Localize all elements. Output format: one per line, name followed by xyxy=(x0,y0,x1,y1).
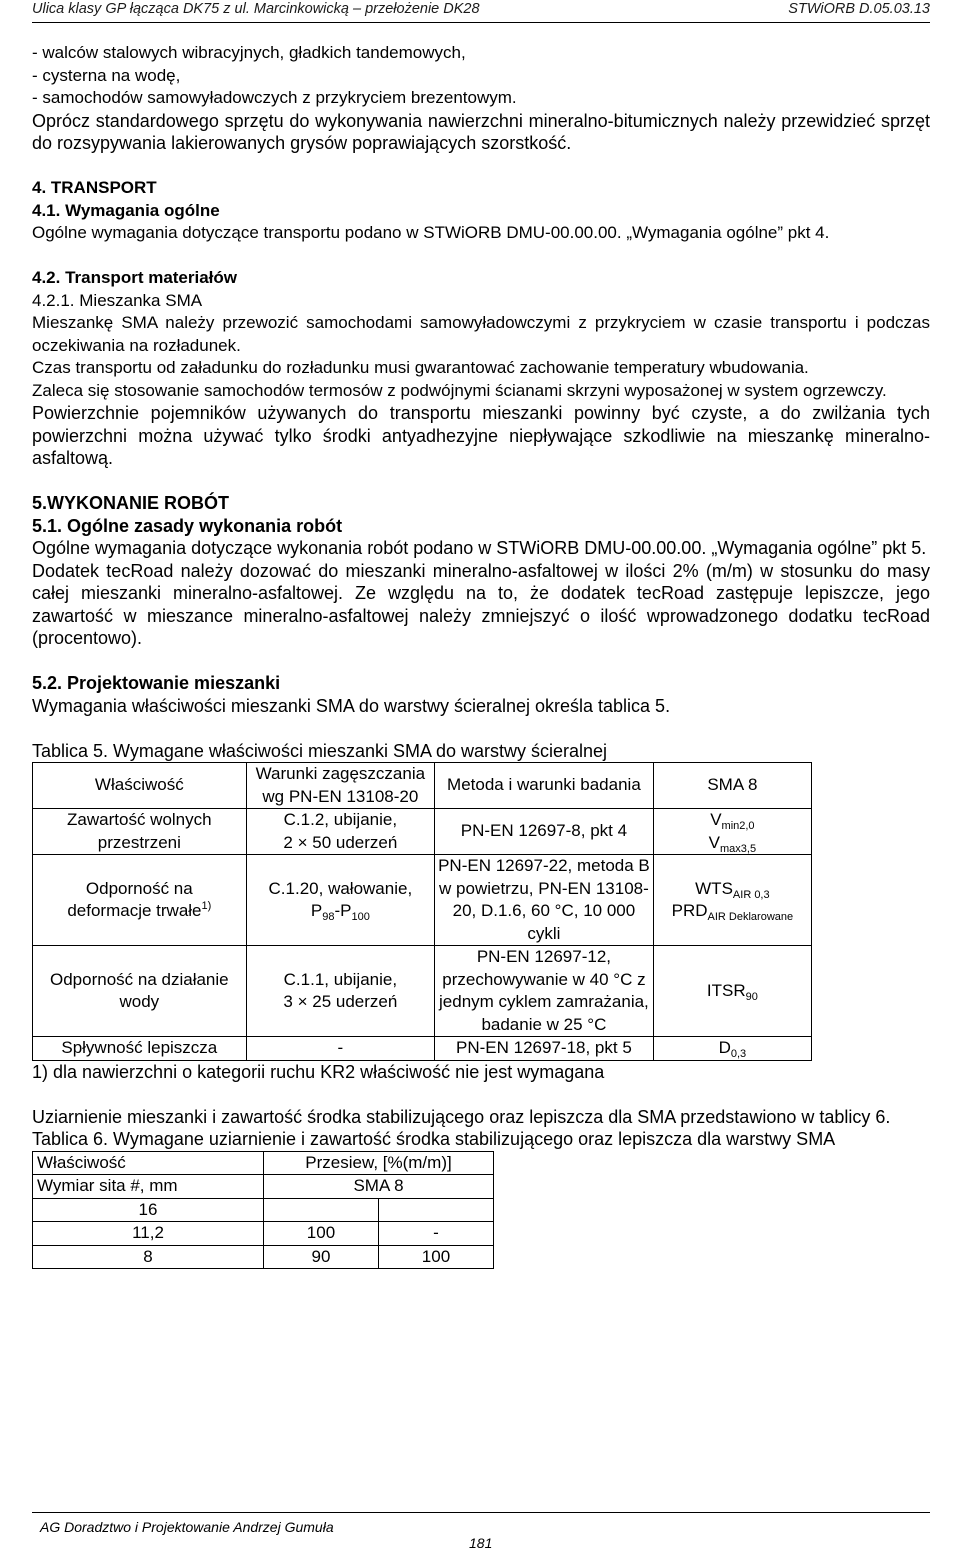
table-header-cell: Właściwość xyxy=(33,1151,264,1175)
table-header-cell: Przesiew, [%(m/m)] xyxy=(264,1151,494,1175)
cell-line: 2 × 50 uderzeń xyxy=(283,832,398,852)
value-symbol: PRD xyxy=(671,901,708,920)
cell-line: deformacje trwałe xyxy=(67,901,202,920)
table-cell: 100 xyxy=(264,1222,379,1246)
value-subscript: min2,0 xyxy=(721,820,755,832)
table-cell xyxy=(653,809,811,855)
table-6 xyxy=(32,1151,494,1270)
paragraph: Zaleca się stosowanie samochodów termosów z podwójnymi ścianami skrzyni wyposażonej w system ogrzewczy. xyxy=(32,380,887,400)
paragraph: Dodatek tecRoad należy dozować do mieszanki mineralno-asfaltowej w ilości 2% (m/m) w stosunku do masy całej mieszanki mineralno-asfaltowej. Ze względu na to, że dodatek tecRoad zastępuje lepiszcze, jego zawartość w mieszance mineralno-asfaltowej należy zmniejszyć o ilość wprowadzonego dodatku tecRoad (procentowo). xyxy=(32,560,930,648)
paragraph: Ogólne wymagania dotyczące transportu podano w STWiORB DMU-00.00.00. „Wymagania ogólne” pkt 4. xyxy=(32,223,830,242)
value-subscript: AIR Deklarowane xyxy=(707,911,794,923)
section-heading-5-1: 5.1. Ogólne zasady wykonania robót xyxy=(32,515,343,536)
page-header xyxy=(32,0,930,23)
table-cell: Odporność na działanie wody xyxy=(33,946,247,1037)
table-cell xyxy=(653,946,811,1037)
value-subscript: 100 xyxy=(351,911,370,923)
table-cell: 8 xyxy=(33,1245,264,1269)
table-header-cell: Warunki zagęszczania wg PN-EN 13108-20 xyxy=(246,763,434,809)
section-heading-4-1: 4.1. Wymagania ogólne xyxy=(32,200,220,220)
table-row xyxy=(33,1151,494,1175)
table-cell xyxy=(264,1198,379,1222)
cell-line: C.1.1, ubijanie, xyxy=(283,969,398,989)
value-subscript: 90 xyxy=(745,990,758,1003)
value-symbol: ITSR xyxy=(706,980,746,1000)
table-5-footnote: 1) dla nawierzchni o kategorii ruchu KR2 właściwość nie jest wymagana xyxy=(32,1061,605,1082)
table-cell: - xyxy=(378,1222,493,1246)
table-row xyxy=(33,1222,494,1246)
paragraph: Ogólne wymagania dotyczące wykonania robót podano w STWiORB DMU-00.00.00. „Wymagania ogólne” pkt 5. xyxy=(32,538,927,558)
footer-author: AG Doradztwo i Projektowanie Andrzej Gumuła xyxy=(40,1519,334,1535)
table-row xyxy=(33,855,812,946)
table-header-cell: Metoda i warunki badania xyxy=(435,763,654,809)
table-cell xyxy=(653,855,811,946)
paragraph: Uziarnienie mieszanki i zawartość środka stabilizującego oraz lepiszcza dla SMA przedstawiono w tablicy 6. xyxy=(32,1106,891,1127)
list-item: - samochodów samowyładowczych z przykryciem brezentowym. xyxy=(32,88,517,107)
paragraph: Mieszankę SMA należy przewozić samochodami samowyładowczymi z przykryciem w czasie transportu i podczas oczekiwania na rozładunek. xyxy=(32,313,930,355)
table-cell: 11,2 xyxy=(33,1222,264,1246)
table-cell xyxy=(246,946,434,1037)
value-subscript: max3,5 xyxy=(720,842,757,855)
table-row xyxy=(33,1175,494,1199)
table-cell xyxy=(246,809,434,855)
table-cell: PN-EN 12697-18, pkt 5 xyxy=(435,1037,654,1061)
value-symbol: WTS xyxy=(695,878,733,898)
table-cell: PN-EN 12697-22, metoda B w powietrzu, PN-EN 13108-20, D.1.6, 60 °C, 10 000 cykli xyxy=(435,855,654,946)
value-symbol: D xyxy=(718,1038,731,1057)
header-spec-code: STWiORB D.05.03.13 xyxy=(788,1,930,17)
table-cell: 16 xyxy=(33,1198,264,1222)
value-subscript: 0,3 xyxy=(730,1048,747,1060)
paragraph: Czas transportu od załadunku do rozładunku musi gwarantować zachowanie temperatury wbudowania. xyxy=(32,358,809,377)
table-row xyxy=(33,1037,812,1061)
list-item: - cysterna na wodę, xyxy=(32,65,181,85)
table-cell: 100 xyxy=(378,1245,493,1269)
paragraph: Wymagania właściwości mieszanki SMA do warstwy ścieralnej określa tablica 5. xyxy=(32,695,671,716)
value-symbol: V xyxy=(710,810,722,829)
table-cell: SMA 8 xyxy=(264,1175,494,1199)
subsection-heading-4-2-1: 4.2.1. Mieszanka SMA xyxy=(32,290,203,310)
section-heading-4-2: 4.2. Transport materiałów xyxy=(32,268,238,287)
page-footer xyxy=(32,1512,930,1551)
paragraph: Powierzchnie pojemników używanych do transportu mieszanki powinny być czyste, a do zwilżania tych powierzchni można używać tylko środki antyadhezyjne niepływające szkodliwie na mieszankę mineralno-asfaltową. xyxy=(32,403,930,468)
value-subscript: AIR 0,3 xyxy=(732,888,770,901)
value-symbol: P xyxy=(310,901,323,920)
table-cell xyxy=(33,855,247,946)
table-5-caption: Tablica 5. Wymagane właściwości mieszanki SMA do warstwy ścieralnej xyxy=(32,740,608,761)
table-cell: Wymiar sita #, mm xyxy=(33,1175,264,1199)
table-cell xyxy=(653,1037,811,1061)
table-row xyxy=(33,763,812,809)
table-row xyxy=(33,1245,494,1269)
table-5 xyxy=(32,762,812,1061)
section-heading-4: 4. TRANSPORT xyxy=(32,178,157,197)
table-cell: PN-EN 12697-8, pkt 4 xyxy=(435,809,654,855)
table-header-cell: SMA 8 xyxy=(653,763,811,809)
table-cell: Spływność lepiszcza xyxy=(33,1037,247,1061)
table-cell: - xyxy=(246,1037,434,1061)
table-header-cell: Właściwość xyxy=(33,763,247,809)
table-cell xyxy=(378,1198,493,1222)
table-cell: PN-EN 12697-12, przechowywanie w 40 °C z jednym cyklem zamrażania, badanie w 25 °C xyxy=(435,946,654,1037)
cell-line: Odporność na xyxy=(85,878,193,898)
value-symbol: -P xyxy=(334,901,352,920)
table-cell: 90 xyxy=(264,1245,379,1269)
page-number: 181 xyxy=(469,1535,493,1551)
footnote-marker: 1) xyxy=(201,900,212,912)
table-6-caption: Tablica 6. Wymagane uziarnienie i zawartość środka stabilizującego oraz lepiszcza dla warstwy SMA xyxy=(32,1129,836,1149)
table-cell xyxy=(246,855,434,946)
paragraph: Oprócz standardowego sprzętu do wykonywania nawierzchni mineralno-bitumicznych należy przewidzieć sprzęt do rozsypywania lakierowanych grysów poprawiających szorstkość. xyxy=(32,110,930,153)
table-row xyxy=(33,809,812,855)
table-cell: Zawartość wolnych przestrzeni xyxy=(33,809,247,855)
table-row xyxy=(33,1198,494,1222)
cell-line: C.1.20, wałowanie, xyxy=(268,878,413,898)
list-item: - walców stalowych wibracyjnych, gładkich tandemowych, xyxy=(32,43,466,62)
cell-line: C.1.2, ubijanie, xyxy=(283,810,398,829)
table-row xyxy=(33,946,812,1037)
value-symbol: V xyxy=(708,832,720,852)
cell-line: 3 × 25 uderzeń xyxy=(283,992,398,1011)
document-body xyxy=(32,42,930,1269)
section-heading-5-2: 5.2. Projektowanie mieszanki xyxy=(32,673,281,693)
header-title: Ulica klasy GP łącząca DK75 z ul. Marcinkowicką – przełożenie DK28 xyxy=(32,1,480,17)
section-heading-5: 5.WYKONANIE ROBÓT xyxy=(32,493,230,513)
value-subscript: 98 xyxy=(322,911,335,923)
